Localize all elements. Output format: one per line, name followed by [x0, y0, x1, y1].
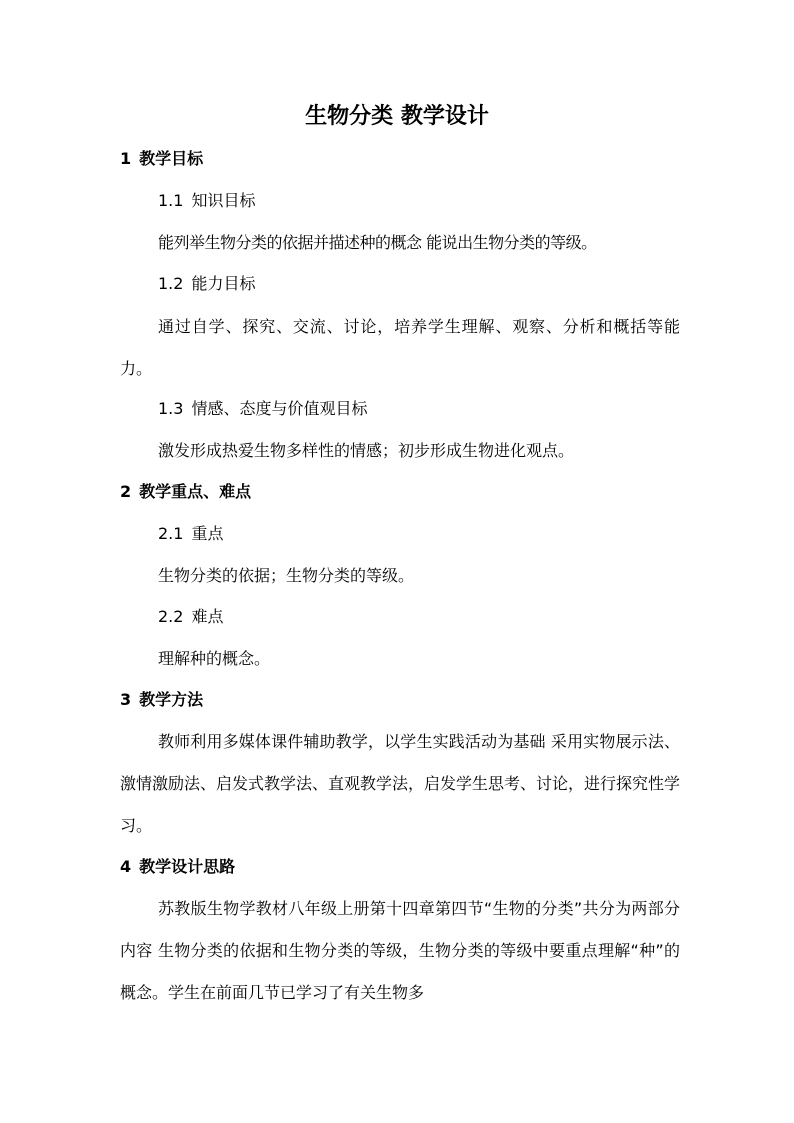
subsection-number: 1.1	[158, 191, 184, 210]
section-3-heading	[120, 689, 203, 711]
subsection-title: 难点	[191, 607, 224, 626]
section-4-heading	[120, 856, 235, 878]
section-title: 教学方法	[139, 690, 204, 709]
subsection-2-1-heading	[158, 523, 223, 545]
subsection-1-2-text: 通过自学、探究、交流、讨论，培养学生理解、观察、分析和概括等能力。	[120, 317, 680, 378]
section-number: 1	[120, 149, 132, 168]
section-4-text: 苏教版生物学教材八年级上册第十四章第四节“生物的分类”共分为两部分内容 生物分类的依据和生物分类的等级，生物分类的等级中要重点理解“种”的概念。学生在前面几节已学习了有关生物多	[120, 899, 680, 1002]
subsection-2-2-text: 理解种的概念。	[158, 649, 271, 668]
subsection-title: 情感、态度与价值观目标	[191, 399, 368, 418]
subsection-number: 1.3	[158, 399, 184, 418]
section-title: 教学设计思路	[139, 857, 236, 876]
subsection-title: 能力目标	[191, 274, 256, 293]
section-number: 3	[120, 690, 132, 709]
subsection-1-1-text: 能列举生物分类的依据并描述种的概念 能说出生物分类的等级。	[158, 233, 597, 252]
section-1-heading	[120, 148, 203, 170]
subsection-1-1-heading	[158, 190, 255, 212]
section-3-text: 教师利用多媒体课件辅助教学，以学生实践活动为基础 采用实物展示法、激情激励法、启发式教学法、直观教学法，启发学生思考、讨论，进行探究性学习。	[120, 732, 681, 835]
subsection-number: 1.2	[158, 274, 184, 293]
section-title: 教学重点、难点	[139, 482, 252, 501]
subsection-2-1-text: 生物分类的依据；生物分类的等级。	[158, 566, 415, 585]
subsection-1-3-heading	[158, 398, 367, 420]
subsection-number: 2.1	[158, 524, 184, 543]
section-2-heading	[120, 481, 251, 503]
section-title: 教学目标	[139, 149, 204, 168]
subsection-1-3-text: 激发形成热爱生物多样性的情感；初步形成生物进化观点。	[158, 441, 575, 460]
subsection-title: 重点	[191, 524, 224, 543]
section-number: 2	[120, 482, 132, 501]
subsection-1-2-heading	[158, 273, 255, 295]
subsection-2-2-heading	[158, 606, 223, 628]
subsection-number: 2.2	[158, 607, 184, 626]
document-title: 生物分类 教学设计	[305, 104, 489, 129]
subsection-title: 知识目标	[191, 191, 256, 210]
section-number: 4	[120, 857, 132, 876]
